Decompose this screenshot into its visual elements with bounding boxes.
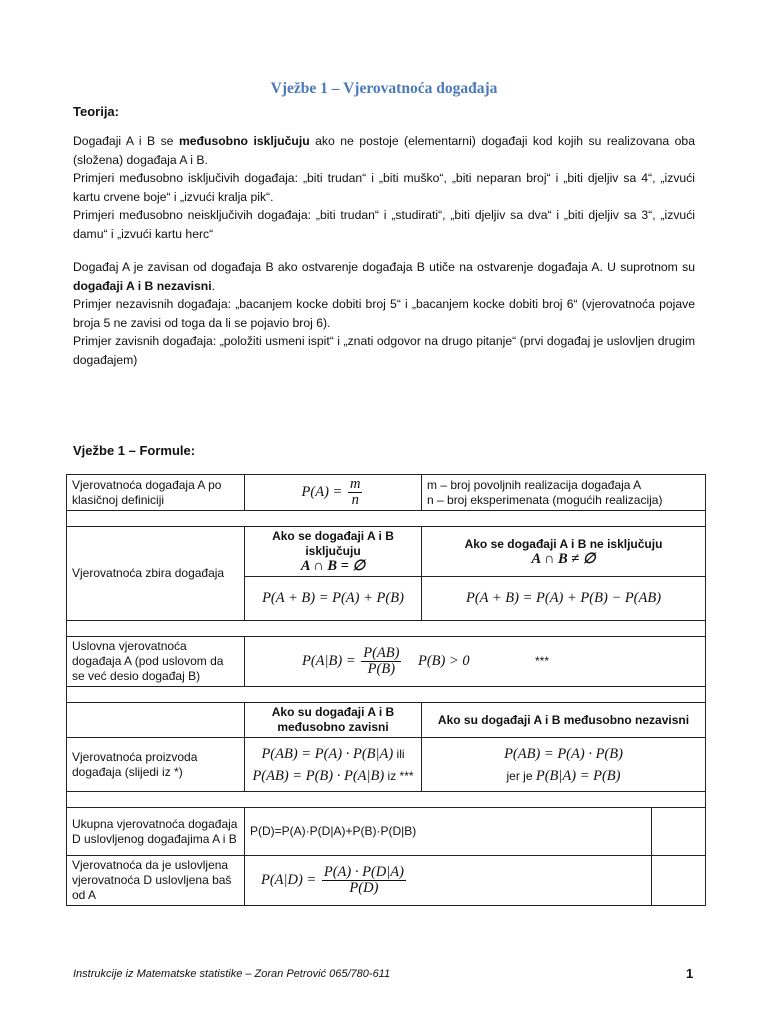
- table-row: [67, 856, 706, 906]
- row-label: Vjerovatnoća događaja A po klasičnoj definiciji: [67, 475, 245, 511]
- empty-cell: [652, 856, 706, 906]
- column-header: Ako su događaji A i B međusobno nezavisni: [422, 703, 706, 738]
- row-label: Vjerovatnoća proizvoda događaja (slijedi iz *): [67, 738, 245, 792]
- text-line: Primjeri međusobno isključivih događaja: „biti trudan“ i „biti muško“, „biti neparan broj“ i „biti djeljiv sa 4“, „izvući kartu crvene boje“ i „izvući kralja pik“.: [73, 171, 695, 204]
- formula-cell: P(A|B) = $\frac{P(AB)}{P(B)}$ P(B) > 0 ***: [245, 637, 706, 687]
- formulas-table: [66, 474, 706, 906]
- spacer-row: [67, 687, 706, 703]
- formula-cell: P(A + B) = P(A) + P(B): [245, 577, 422, 621]
- text-line: Primjer zavisnih događaja: „položiti usmeni ispit“ i „znati odgovor na drugo pitanje“ (prvi događaj je uslovljen drugim događajem): [73, 334, 695, 367]
- page-title: Vježbe 1 – Vjerovatnoća događaja: [270, 80, 498, 97]
- text-line: Događaj A je zavisan od događaja B ako ostvarenje događaja B utiče na ostvarenje događaja A. U suprotnom su događaji A i B nezavisni.: [73, 260, 695, 293]
- text-line: Primjer nezavisnih događaja: „bacanjem kocke dobiti broj 5“ i „bacanjem kocke dobiti broj 6“ (vjerovatnoća pojave broja 5 ne zavisi od toga da li se pojavio broj 6).: [73, 297, 695, 330]
- description-cell: m – broj povoljnih realizacija događaja A n – broj eksperimenata (mogućih realizacija): [422, 475, 706, 511]
- row-label: Vjerovatnoća zbira događaja: [67, 527, 245, 621]
- table-row: [67, 738, 706, 792]
- spacer-row: [67, 792, 706, 808]
- page-number: 1: [686, 966, 694, 981]
- table-row: [67, 527, 706, 577]
- spacer-row: [67, 621, 706, 637]
- table-row: [67, 703, 706, 738]
- formula-cell: P(AB) = P(A) · P(B|A) ili P(AB) = P(B) · P(A|B) iz ***: [245, 738, 422, 792]
- formula-cell: P(A|D) = $\frac{P(A) \cdot P(D|A)}{P(D)}$: [245, 856, 652, 906]
- formula-cell: P(A) = $\frac{m}{n}$: [245, 475, 422, 511]
- column-header: Ako su događaji A i B međusobno zavisni: [245, 703, 422, 738]
- column-header: Ako se događaji A i B isključuju A ∩ B = ∅: [245, 527, 422, 577]
- footer: Instrukcije iz Matematske statistike – Zoran Petrović 065/780-611: [73, 968, 391, 980]
- paragraph-dependent-events: [73, 258, 695, 369]
- column-header: Ako se događaji A i B ne isključuju A ∩ B ≠ ∅: [422, 527, 706, 577]
- formula-cell: P(AB) = P(A) · P(B) jer je P(B|A) = P(B): [422, 738, 706, 792]
- spacer-row: [67, 511, 706, 527]
- row-label: Vjerovatnoća da je uslovljena vjerovatnoća D uslovljena baš od A: [67, 856, 245, 906]
- empty-cell: [652, 808, 706, 856]
- row-label: Uslovna vjerovatnoća događaja A (pod uslovom da se već desio događaj B): [67, 637, 245, 687]
- row-label: Ukupna vjerovatnoća događaja D uslovljenog događajima A i B: [67, 808, 245, 856]
- table-row: [67, 808, 706, 856]
- empty-cell: [67, 703, 245, 738]
- table-row: [67, 475, 706, 511]
- text-line: Primjeri međusobno neisključivih događaja: „biti trudan“ i „studirati“, „biti djeljiv sa dva“ i „biti djeljiv sa 3“, „izvući damu“ i „izvući kartu herc“: [73, 208, 695, 241]
- paragraph-mutually-exclusive: [73, 132, 695, 243]
- formula-cell: P(A + B) = P(A) + P(B) − P(AB): [422, 577, 706, 621]
- text-line: Događaji A i B se međusobno isključuju ako ne postoje (elementarni) događaji kod kojih su realizovana oba (složena) događaja A i B.: [73, 134, 695, 167]
- formulas-heading: Vježbe 1 – Formule:: [73, 443, 196, 458]
- theory-heading: Teorija:: [73, 104, 119, 119]
- formula-cell: P(D)=P(A)·P(D|A)+P(B)·P(D|B): [245, 808, 652, 856]
- table-row: [67, 637, 706, 687]
